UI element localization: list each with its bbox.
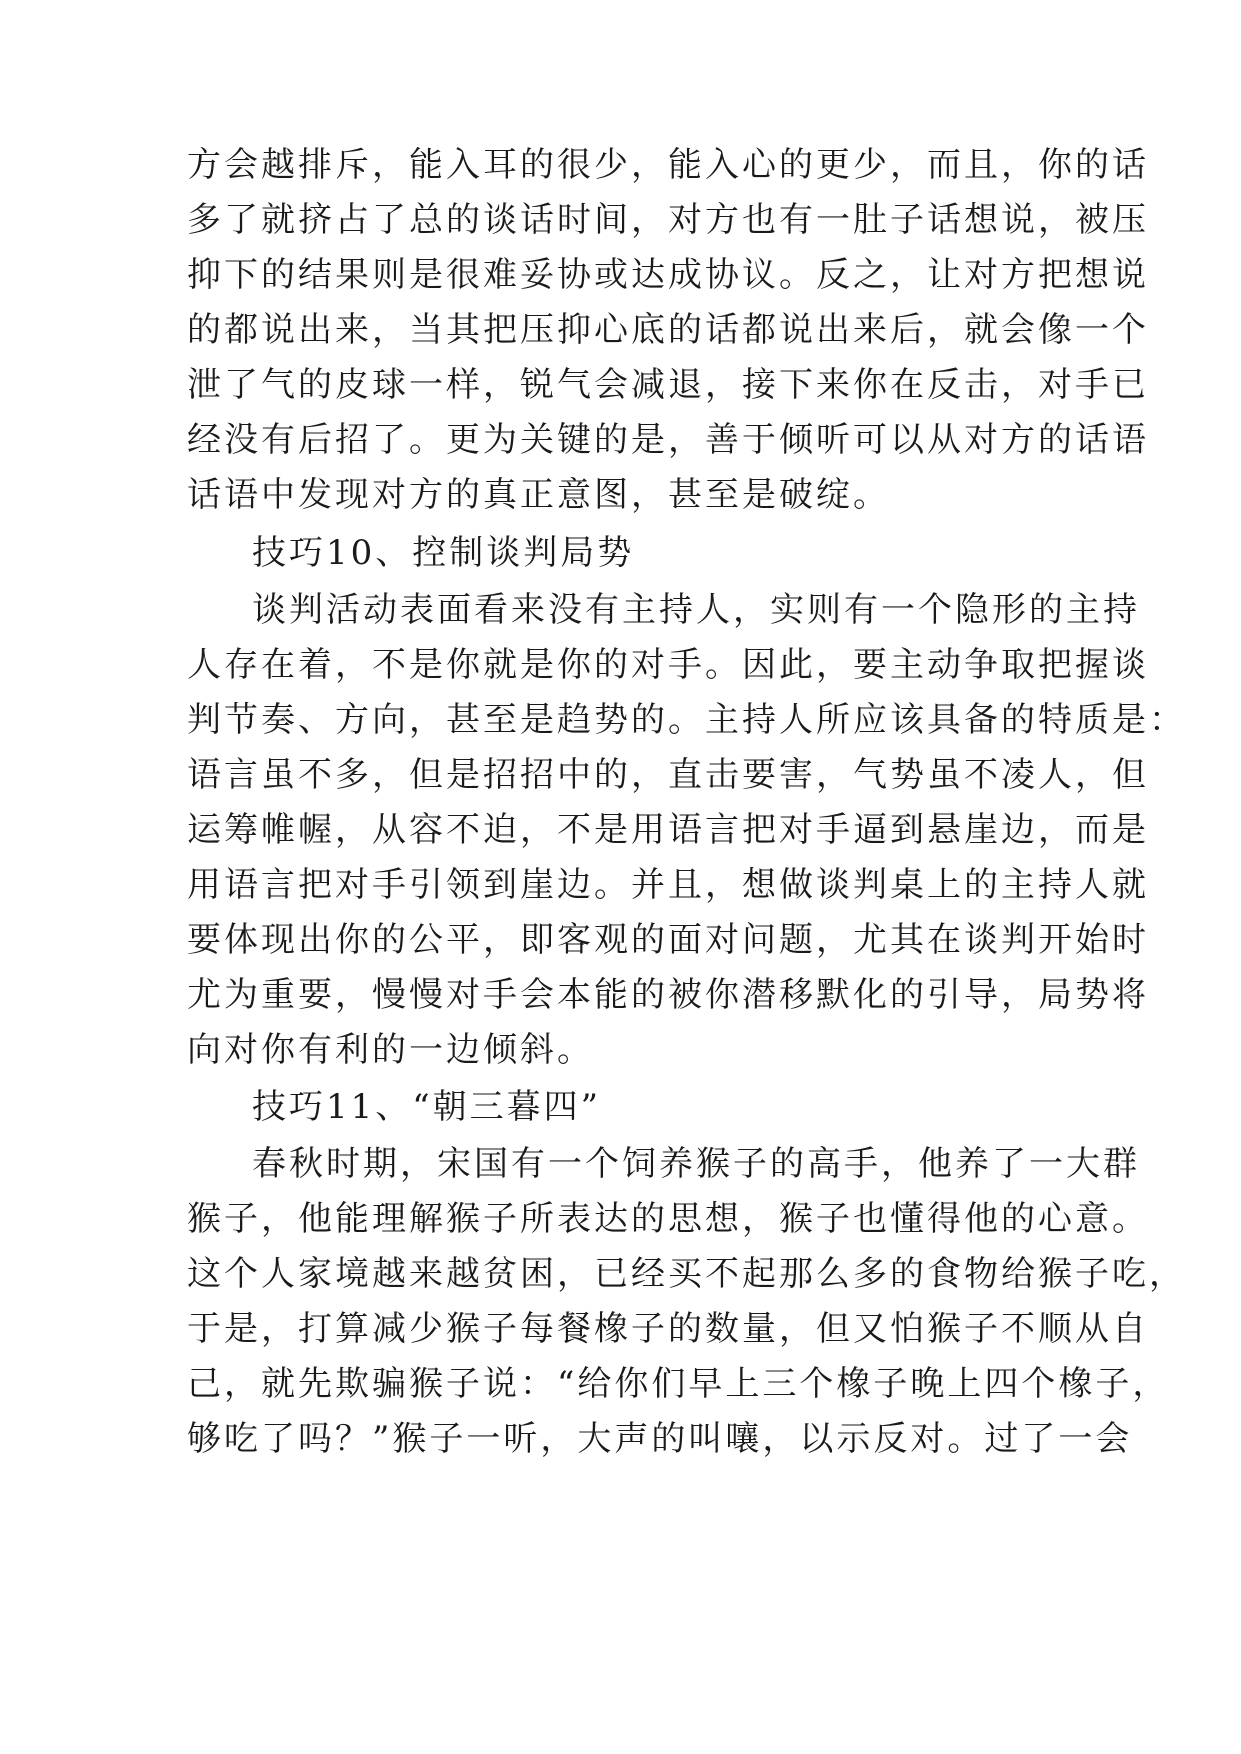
paragraph-2-line-9: 向对你有利的一边倾斜。	[187, 1030, 594, 1070]
paragraph-2-line-3: 判节奏、方向，甚至是趋势的。主持人所应该具备的特质是：	[187, 700, 1186, 740]
paragraph-2-line-6: 用语言把对手引领到崖边。并且，想做谈判桌上的主持人就	[187, 865, 1149, 905]
paragraph-3-line-1: 春秋时期，宋国有一个饲养猴子的高手，他养了一大群	[252, 1144, 1140, 1184]
paragraph-1-line-5: 泄了气的皮球一样，锐气会减退，接下来你在反击，对手已	[187, 365, 1149, 405]
paragraph-2-line-7: 要体现出你的公平，即客观的面对问题，尤其在谈判开始时	[187, 920, 1149, 960]
section-heading-11: 技巧11、“朝三暮四”	[252, 1087, 602, 1127]
paragraph-2-line-4: 语言虽不多，但是招招中的，直击要害，气势虽不凌人，但	[187, 755, 1149, 795]
paragraph-2-line-2: 人存在着，不是你就是你的对手。因此，要主动争取把握谈	[187, 645, 1149, 685]
paragraph-1-line-6: 经没有后招了。更为关键的是，善于倾听可以从对方的话语	[187, 420, 1149, 460]
paragraph-3-line-4: 于是，打算减少猴子每餐橡子的数量，但又怕猴子不顺从自	[187, 1309, 1149, 1349]
paragraph-2-line-5: 运筹帷幄，从容不迫，不是用语言把对手逼到悬崖边，而是	[187, 810, 1149, 850]
paragraph-2-line-8: 尤为重要，慢慢对手会本能的被你潜移默化的引导，局势将	[187, 975, 1149, 1015]
paragraph-3-line-6: 够吃了吗？”猴子一听，大声的叫嚷，以示反对。过了一会	[187, 1419, 1133, 1459]
paragraph-1-line-3: 抑下的结果则是很难妥协或达成协议。反之，让对方把想说	[187, 255, 1149, 295]
paragraph-1-line-7: 话语中发现对方的真正意图，甚至是破绽。	[187, 475, 890, 515]
paragraph-3-line-5: 己，就先欺骗猴子说：“给你们早上三个橡子晚上四个橡子，	[187, 1364, 1170, 1404]
paragraph-1-line-2: 多了就挤占了总的谈话时间，对方也有一肚子话想说，被压	[187, 200, 1149, 240]
paragraph-1-line-1: 方会越排斥，能入耳的很少，能入心的更少，而且，你的话	[187, 145, 1149, 185]
paragraph-1-line-4: 的都说出来，当其把压抑心底的话都说出来后，就会像一个	[187, 310, 1149, 350]
paragraph-3-line-2: 猴子，他能理解猴子所表达的思想，猴子也懂得他的心意。	[187, 1199, 1149, 1239]
paragraph-2-line-1: 谈判活动表面看来没有主持人，实则有一个隐形的主持	[252, 590, 1140, 630]
paragraph-3-line-3: 这个人家境越来越贫困，已经买不起那么多的食物给猴子吃，	[187, 1254, 1186, 1294]
section-heading-10: 技巧10、控制谈判局势	[252, 533, 635, 573]
